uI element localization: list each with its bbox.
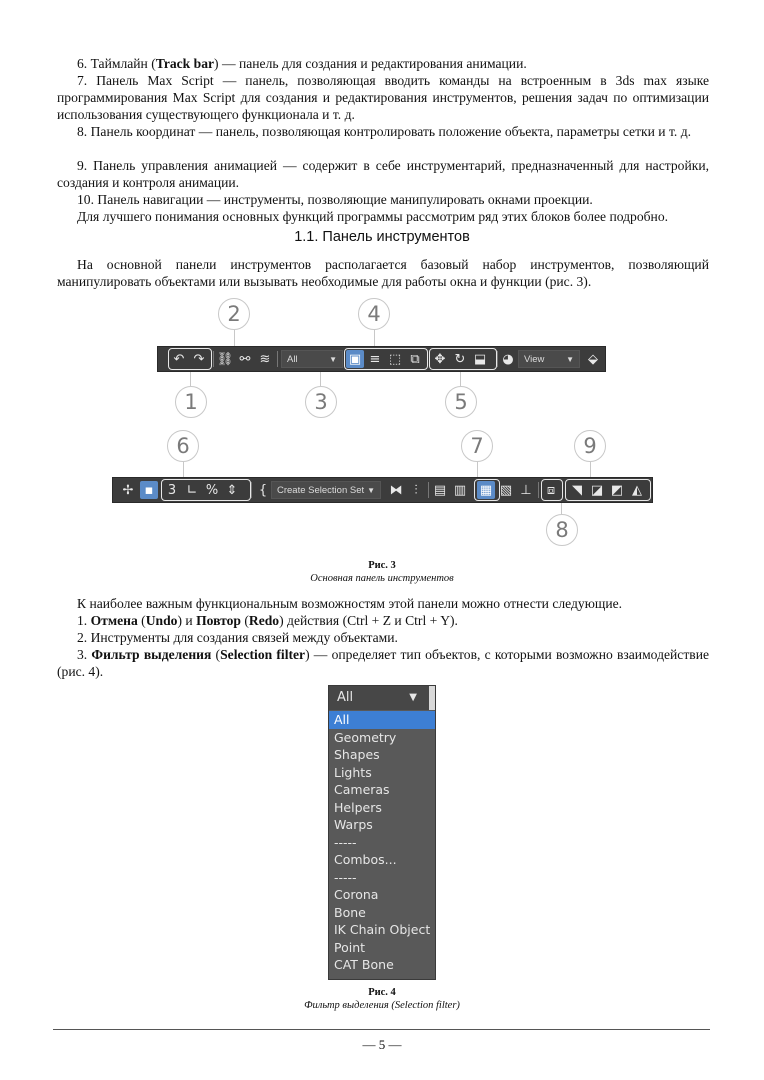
figure-3-caption-title: Рис. 3 <box>368 560 396 571</box>
text: ) и <box>177 613 197 628</box>
angle-snap-icon[interactable]: ∟ <box>186 482 198 498</box>
bold-term: Фильтр выделения <box>91 647 212 662</box>
text: ) — определяет тип объектов, с которыми возможно взаимодействие (рис. 4). <box>57 647 709 679</box>
selection-filter-dropdown[interactable] <box>281 350 343 368</box>
callout-3: 3 <box>305 386 337 418</box>
paragraph-features-lead: К наиболее важным функциональным возможностям этой панели можно отнести следующие. <box>77 596 623 611</box>
page-number: — 5 — <box>362 1037 402 1052</box>
bold-term: Повтор <box>196 613 241 628</box>
paragraph-navigation: 10. Панель навигации — инструменты, позволяющие манипулировать окнами проекции. <box>77 192 593 207</box>
select-by-name-icon[interactable]: ≡ <box>369 351 381 367</box>
chevron-down-icon: ▼ <box>409 692 417 703</box>
dropdown-option[interactable]: Bone <box>334 904 366 920</box>
dropdown-option[interactable]: Corona <box>334 887 379 902</box>
window-crossing-icon[interactable]: ⧉ <box>410 351 420 367</box>
edit-named-selection-icon[interactable]: { <box>258 482 268 498</box>
curve-editor-icon[interactable]: ▦ <box>477 481 495 499</box>
leader-line <box>460 372 461 386</box>
reference-coordinate-dropdown[interactable] <box>518 350 580 368</box>
separator <box>497 351 498 367</box>
callout-7: 7 <box>461 430 493 462</box>
leader-line <box>561 503 562 514</box>
chevron-down-icon: ▼ <box>566 355 574 364</box>
leader-line <box>190 372 191 386</box>
dropdown-option[interactable]: Cameras <box>334 782 390 797</box>
bold-term: Отмена <box>90 613 138 628</box>
separator <box>213 351 214 367</box>
rendered-frame-window-icon[interactable]: ◥ <box>572 482 582 498</box>
dropdown-option[interactable]: IK Chain Object <box>334 922 431 937</box>
snap-label: 3 <box>167 482 177 498</box>
place-icon[interactable]: ◕ <box>502 351 514 367</box>
selection-set-value: Create Selection Set <box>277 485 365 496</box>
named-selection-sets-dropdown[interactable] <box>271 481 381 499</box>
text: ) — панель для создания и редактирования анимации. <box>214 56 527 71</box>
paragraph-link-tools: 2. Инструменты для создания связей между объектами. <box>77 630 398 645</box>
chevron-down-icon: ▼ <box>329 355 337 364</box>
text: ( <box>137 613 146 628</box>
undo-icon[interactable]: ↶ <box>173 351 185 367</box>
dropdown-option[interactable]: Point <box>334 939 366 955</box>
paragraph-intro: На основной панели инструментов располагается базовый набор инструментов, позволяющий манипулировать объектами или вызывать необходимые для работы окна и функции (рис. 3). <box>57 257 709 289</box>
schematic-view-icon[interactable]: ▧ <box>499 482 513 498</box>
text: 1. <box>77 613 91 628</box>
redo-icon[interactable]: ↷ <box>193 351 205 367</box>
select-and-manipulate-icon[interactable]: ✢ <box>122 482 134 498</box>
paragraph-animation-control: 9. Панель управления анимацией — содержит в себе инструментарий, предназначенный для настройки, создания и контроля анимации. <box>57 158 709 190</box>
callout-8: 8 <box>546 514 578 546</box>
dropdown-separator: ----- <box>334 834 357 850</box>
scale-icon[interactable]: ⬓ <box>473 351 487 367</box>
select-object-icon[interactable]: ▣ <box>346 350 364 368</box>
dropdown-option[interactable]: Helpers <box>334 799 382 815</box>
align-icon[interactable]: ⫶ <box>414 482 418 498</box>
paragraph-track-bar <box>57 55 709 72</box>
leader-line <box>374 330 375 346</box>
callout-2: 2 <box>218 298 250 330</box>
callout-1: 1 <box>175 386 207 418</box>
selection-filter-list <box>329 711 435 974</box>
callout-6: 6 <box>167 430 199 462</box>
figure-4-caption-subtitle: Фильтр выделения (Selection filter) <box>304 1000 460 1011</box>
leader-line <box>320 372 321 386</box>
figure-4-caption-title: Рис. 4 <box>368 987 396 998</box>
separator <box>428 482 429 498</box>
chevron-down-icon: ▼ <box>367 486 375 495</box>
section-heading: 1.1. Панель инструментов <box>294 229 470 245</box>
render-production-icon[interactable]: ◪ <box>590 482 604 498</box>
text: ) действия (Ctrl + Z и Ctrl + Y). <box>279 613 458 628</box>
paragraph-selection-filter <box>57 646 709 680</box>
render-setup-icon[interactable]: ⧈ <box>546 482 556 498</box>
leader-line <box>183 462 184 477</box>
percent-snap-icon[interactable] <box>203 481 221 499</box>
text: ( <box>211 647 221 662</box>
callout-4: 4 <box>358 298 390 330</box>
text: 3. <box>77 647 92 662</box>
selection-filter-header[interactable] <box>329 686 429 710</box>
dropdown-option[interactable]: Geometry <box>334 729 397 745</box>
bold-term: Selection filter <box>220 647 306 662</box>
dropdown-separator: ----- <box>334 869 357 885</box>
figure-3-caption-subtitle: Основная панель инструментов <box>310 573 454 584</box>
unlink-icon[interactable]: ⚯ <box>239 351 251 367</box>
separator <box>538 482 539 498</box>
text: 6. Таймлайн ( <box>77 56 156 71</box>
rectangular-selection-icon[interactable]: ⬚ <box>388 351 402 367</box>
selection-filter-value: All <box>287 354 298 365</box>
dropdown-option[interactable]: All <box>329 711 435 729</box>
bold-term: Undo <box>145 613 178 628</box>
paragraph-coordinates: 8. Панель координат — панель, позволяющая контролировать положение объекта, параметры сетки и т. д. <box>77 124 692 139</box>
dropdown-option[interactable]: Shapes <box>334 747 380 762</box>
reference-coordinate-value: View <box>524 354 545 365</box>
material-editor-icon[interactable]: ⊥ <box>520 482 532 498</box>
selection-filter-header-value: All <box>337 690 354 705</box>
main-toolbar-row-1 <box>157 346 606 372</box>
spinner-snap-icon[interactable]: ⇕ <box>226 482 238 498</box>
text: ( <box>240 613 249 628</box>
paragraph-undo-redo <box>57 612 709 629</box>
leader-line <box>477 462 478 477</box>
move-icon[interactable]: ✥ <box>434 351 446 367</box>
mirror-icon[interactable]: ⧓ <box>389 482 403 498</box>
separator <box>277 351 278 367</box>
paragraph-max-script: 7. Панель Max Script — панель, позволяющая вводить команды на встроенным в 3ds max языке программирования Max Script для создания и редактирования инструментов, решения задач по оптимизации использования существующего функционала и т. д. <box>57 73 709 122</box>
bold-term: Redo <box>248 613 280 628</box>
main-toolbar-row-2 <box>112 477 653 503</box>
leader-line <box>590 462 591 477</box>
dropdown-option[interactable]: CAT Bone <box>334 957 394 972</box>
dropdown-option[interactable]: Warps <box>334 817 373 832</box>
paragraph-overview: Для лучшего понимания основных функций программы рассмотрим ряд этих блоков более подробно. <box>77 209 669 224</box>
scene-explorer-icon[interactable]: ▤ <box>433 482 447 498</box>
bind-space-warp-icon[interactable]: ≋ <box>259 351 271 367</box>
footer-divider <box>53 1029 710 1030</box>
callout-9: 9 <box>574 430 606 462</box>
dropdown-edge <box>429 686 435 710</box>
pivot-center-icon[interactable]: ⬙ <box>588 351 598 367</box>
layer-explorer-icon[interactable]: ▥ <box>453 482 467 498</box>
selection-filter-dropdown-figure <box>328 685 436 980</box>
keyboard-shortcut-override-icon[interactable]: ▪ <box>140 481 158 499</box>
callout-5: 5 <box>445 386 477 418</box>
snaps-toggle-icon[interactable] <box>163 481 181 499</box>
dropdown-option[interactable]: Combos... <box>334 852 397 867</box>
render-iterative-icon[interactable]: ◩ <box>610 482 624 498</box>
render-in-cloud-icon[interactable]: ◭ <box>632 482 642 498</box>
snap-label: % <box>205 482 219 498</box>
separator <box>251 482 252 498</box>
link-icon[interactable]: ⛓ <box>216 351 234 367</box>
rotate-icon[interactable]: ↻ <box>454 351 466 367</box>
dropdown-option[interactable]: Lights <box>334 764 372 780</box>
leader-line <box>234 330 235 346</box>
bold-term: Track bar <box>155 56 215 71</box>
